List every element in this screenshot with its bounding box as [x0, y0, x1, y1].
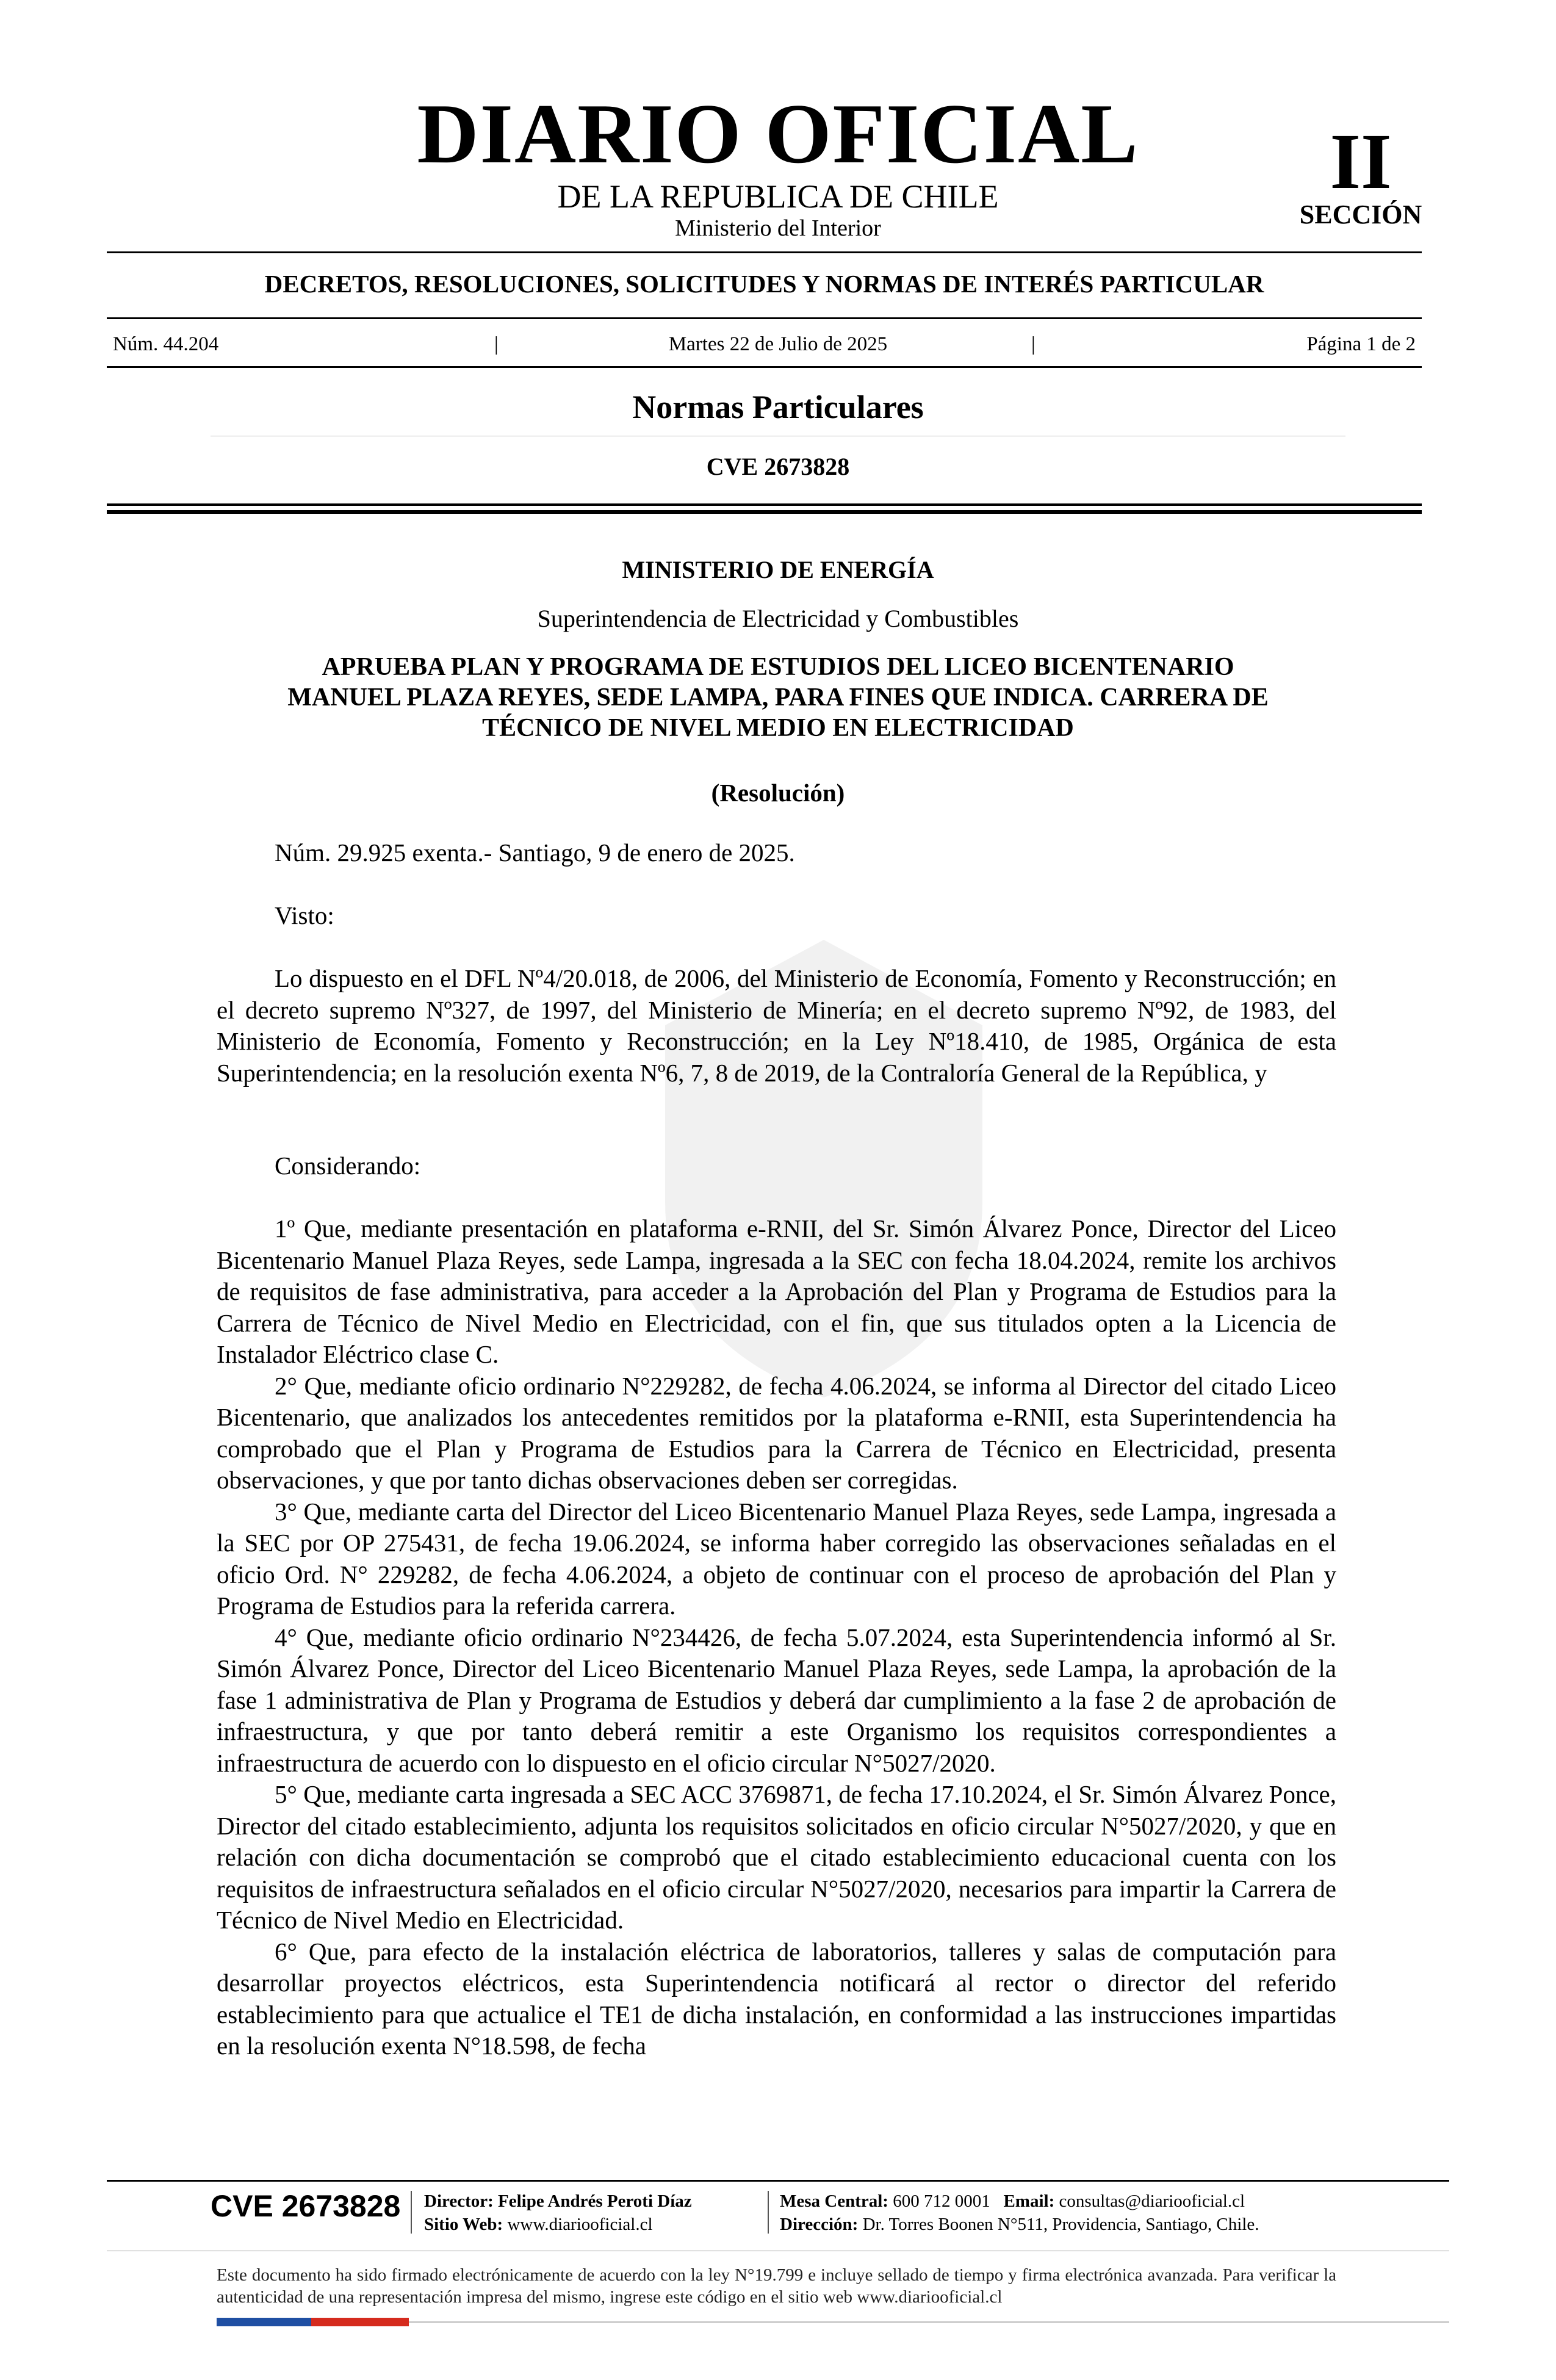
footer-rule — [107, 2180, 1449, 2182]
resolution-title-line: APRUEBA PLAN Y PROGRAMA DE ESTUDIOS DEL LICEO BICENTENARIO — [322, 653, 1234, 681]
phone-number: 600 712 0001 — [893, 2191, 990, 2211]
address-label: Dirección: — [780, 2215, 859, 2234]
flag-stripe-blue — [217, 2318, 311, 2326]
issue-number: Núm. 44.204 — [113, 333, 219, 355]
phone-label: Mesa Central: — [780, 2191, 888, 2211]
cve-code: CVE 2673828 — [706, 453, 850, 480]
banner: DECRETOS, RESOLUCIONES, SOLICITUDES Y NORMAS DE INTERÉS PARTICULAR — [264, 270, 1264, 298]
masthead-title: DIARIO OFICIAL — [417, 87, 1139, 181]
cve-rule-thick — [107, 510, 1422, 514]
masthead-ministry: Ministerio del Interior — [675, 215, 881, 241]
masthead-subtitle: DE LA REPUBLICA DE CHILE — [557, 178, 999, 215]
considerandos-list — [217, 1213, 1336, 2062]
website-label: Sitio Web: — [424, 2215, 503, 2234]
meta-rule — [107, 366, 1422, 368]
considerando-item: 5° Que, mediante carta ingresada a SEC ACC 3769871, de fecha 17.10.2024, el Sr. Simón Álvarez Ponce, Director del citado establecimiento, adjunta los requisitos solicitados en oficio circular N°5027/2020, y que en relación con dicha documentación se comprobó que el citado establecimiento educacional cuenta con los requisitos de infraestructura señalados en el oficio circular N°5027/2020, necesarios para impartir la Carrera de Técnico de Nivel Medio en Electricidad. — [217, 1780, 1336, 1934]
resolution-kind: (Resolución) — [711, 779, 845, 807]
director-label: Director: — [424, 2191, 494, 2211]
meta-separator: | — [494, 333, 499, 355]
section-title: Normas Particulares — [632, 389, 924, 425]
resolution-number — [217, 837, 1336, 869]
considerando-item: 4° Que, mediante oficio ordinario N°234426, de fecha 5.07.2024, esta Superintendencia informó al Sr. Simón Álvarez Ponce, Director del Liceo Bicentenario Manuel Plaza Reyes, sede Lampa, la aprobación de la fase 1 administrativa de Plan y Programa de Estudios y deberá dar cumplimiento a la fase 2 de aprobación de infraestructura, y que por tanto deberá remitir a este Organismo los requisitos correspondientes a infraestructura de acuerdo con lo dispuesto en el oficio circular N°5027/2020. — [217, 1623, 1336, 1777]
website-link[interactable]: www.diariooficial.cl — [507, 2215, 653, 2234]
section-number: II — [1330, 118, 1392, 206]
issue-date: Martes 22 de Julio de 2025 — [668, 333, 888, 355]
visto-body — [217, 963, 1336, 1089]
banner-rule — [107, 317, 1422, 319]
address-text: Dr. Torres Boonen N°511, Providencia, Santiago, Chile. — [862, 2215, 1259, 2234]
flag-stripe-red — [311, 2318, 409, 2326]
considerando-block — [217, 1150, 1336, 1182]
issuing-ministry: MINISTERIO DE ENERGÍA — [622, 556, 934, 583]
legal-notice: Este documento ha sido firmado electrónicamente de acuerdo con la ley N°19.799 e incluye sellado de tiempo y firma electrónica avanzada. Para verificar la autenticidad de una representación impresa del mismo, ingrese este código en el sitio web www.diariooficial.cl — [217, 2265, 1336, 2307]
resolution-title-line: MANUEL PLAZA REYES, SEDE LAMPA, PARA FINES QUE INDICA. CARRERA DE — [287, 683, 1269, 712]
cve-rule — [107, 503, 1422, 506]
visto-text: Lo dispuesto en el DFL Nº4/20.018, de 2006, del Ministerio de Economía, Fomento y Reconstrucción; en el decreto supremo Nº327, de 1997, del Ministerio de Minería; en el decreto supremo Nº92, de 1983, del Ministerio de Economía, Fomento y Reconstrucción; en la Ley Nº18.410, de 1985, Orgánica de esta Superintendencia; en la resolución exenta Nº6, 7, 8 de 2019, de la Contraloría General de la República, y — [217, 964, 1336, 1087]
footer-cve-code: CVE 2673828 — [211, 2189, 401, 2223]
email-link[interactable]: consultas@diariooficial.cl — [1059, 2191, 1245, 2211]
issue-page: Página 1 de 2 — [1306, 333, 1416, 355]
email-label: Email: — [1003, 2191, 1055, 2211]
visto-heading: Visto: — [275, 901, 334, 929]
masthead-rule — [107, 251, 1422, 253]
footer-separator — [411, 2191, 412, 2234]
director-name: Felipe Andrés Peroti Díaz — [498, 2191, 692, 2211]
meta-separator: | — [1031, 333, 1036, 355]
considerando-item: 6° Que, para efecto de la instalación eléctrica de laboratorios, talleres y salas de computación para desarrollar proyectos eléctricos, esta Superintendencia notificará al rector o director del referido establecimiento para que actualice el TE1 de dicha instalación, en conformidad a las instrucciones impartidas en la resolución exenta N°18.598, de fecha — [217, 1937, 1336, 2060]
footer-director-block — [424, 2190, 692, 2236]
resolution-title — [220, 652, 1336, 743]
visto-block — [217, 900, 1336, 932]
considerando-item: 3° Que, mediante carta del Director del Liceo Bicentenario Manuel Plaza Reyes, sede Lampa, ingresada a la SEC por OP 275431, de fecha 19.06.2024, se informa haber corregido las observaciones señaladas en el oficio Ord. N° 229282, de fecha 4.06.2024, a objeto de continuar con el proceso de aprobación del Plan y Programa de Estudios para la referida carrera. — [217, 1497, 1336, 1620]
considerando-item: 2° Que, mediante oficio ordinario N°229282, de fecha 4.06.2024, se informa al Director del citado Liceo Bicentenario, que analizados los antecedentes remitidos por la plataforma e-RNII, esta Superintendencia ha comprobado que el Plan y Programa de Estudios para la Carrera de Técnico en Electricidad, presenta observaciones, y que por tanto dichas observaciones deben ser corregidas. — [217, 1371, 1336, 1494]
resolution-title-line: TÉCNICO DE NIVEL MEDIO EN ELECTRICIDAD — [482, 714, 1074, 742]
footer-separator — [768, 2191, 769, 2234]
considerando-item: 1º Que, mediante presentación en plataforma e-RNII, del Sr. Simón Álvarez Ponce, Director del Liceo Bicentenario Manuel Plaza Reyes, sede Lampa, ingresada a la SEC con fecha 18.04.2024, remite los archivos de requisitos de fase administrativa, para acceder a la Aprobación del Plan y Programa de Estudios para la Carrera de Técnico de Nivel Medio en Electricidad, con el fin, que sus titulados opten a la Licencia de Instalador Eléctrico clase C. — [217, 1214, 1336, 1368]
footer-contact-block — [780, 2190, 1259, 2236]
section-label: SECCIÓN — [1299, 200, 1422, 229]
considerando-heading: Considerando: — [275, 1152, 421, 1180]
issuing-agency: Superintendencia de Electricidad y Combustibles — [537, 605, 1019, 632]
resolution-number-line: Núm. 29.925 exenta.- Santiago, 9 de enero de 2025. — [275, 838, 795, 867]
